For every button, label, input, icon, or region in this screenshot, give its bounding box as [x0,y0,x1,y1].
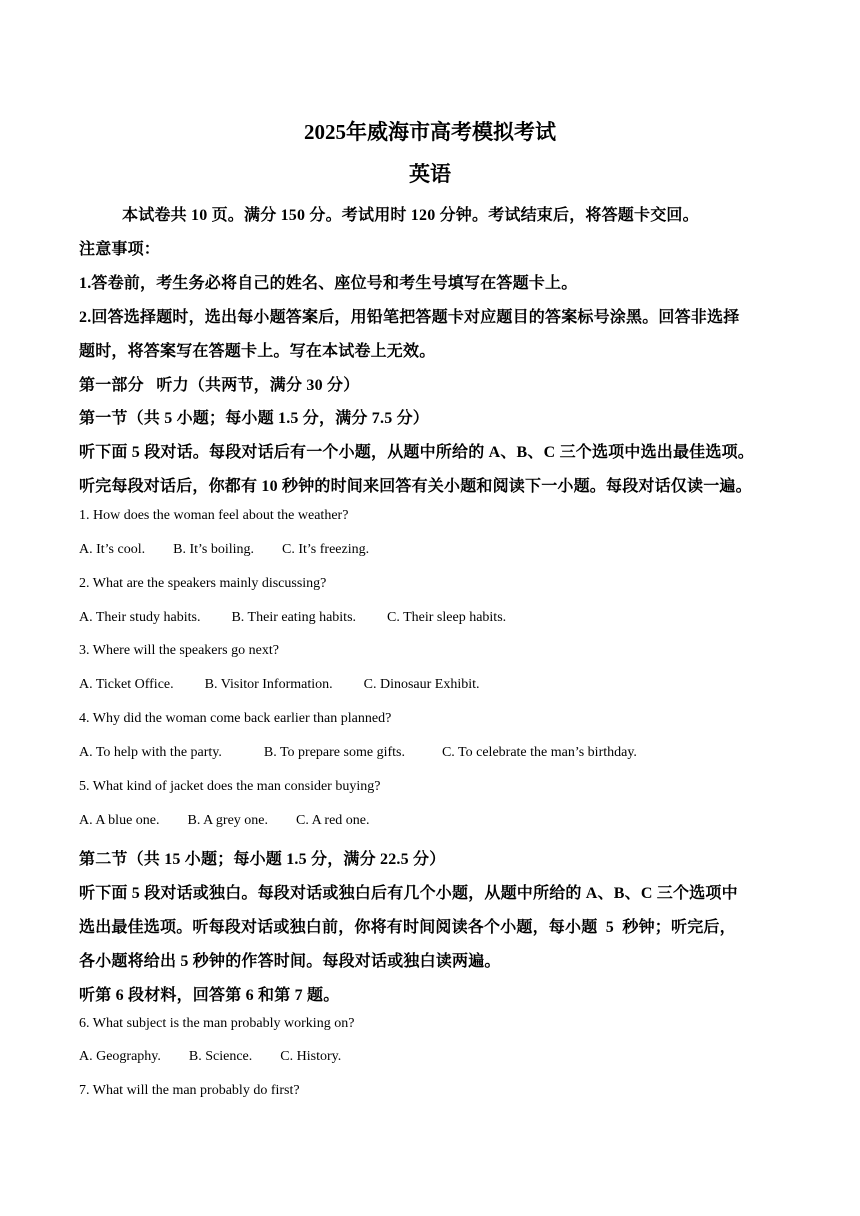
option-b: B. Visitor Information. [204,677,333,692]
option-a: A. Their study habits. [79,610,201,625]
option-b: B. Their eating habits. [231,610,357,625]
option-b: B. Science. [188,1049,253,1064]
question-7: 7. What will the man probably do first? [79,1083,300,1098]
part1-heading: 第一部分 听力（共两节，满分 30 分） [79,377,360,394]
question-2: 2. What are the speakers mainly discussing? [79,576,327,591]
notes-item-1: 1.答卷前，考生务必将自己的姓名、座位号和考生号填写在答题卡上。 [79,275,578,292]
question-2-options [79,610,534,626]
question-5-options [79,813,398,829]
option-a: A. A blue one. [79,813,160,828]
question-4-options [79,745,665,761]
question-6: 6. What subject is the man probably working on? [79,1016,355,1031]
question-5: 5. What kind of jacket does the man consider buying? [79,779,381,794]
option-b: B. It’s boiling. [173,542,255,557]
question-6-options [79,1049,369,1065]
option-c: C. Dinosaur Exhibit. [363,677,480,692]
notes-item-2-line-2: 题时，将答案写在答题卡上。写在本试卷上无效。 [79,343,436,360]
question-3: 3. Where will the speakers go next? [79,643,279,658]
subject-title: 英语 [409,162,451,186]
section1-instruction-line-1: 听下面 5 段对话。每段对话后有一个小题，从题中所给的 A、B、C 三个选项中选出最佳选项。 [79,444,754,461]
option-b: B. To prepare some gifts. [263,745,405,760]
option-b: B. A grey one. [187,813,268,828]
intro-text: 本试卷共 10 页。满分 150 分。考试用时 120 分钟。考试结束后，将答题卡交回。 [122,207,699,224]
option-a: A. It’s cool. [79,542,146,557]
option-c: C. History. [280,1049,342,1064]
option-c: C. It’s freezing. [282,542,370,557]
option-c: C. A red one. [296,813,370,828]
section1-heading: 第一节（共 5 小题；每小题 1.5 分，满分 7.5 分） [79,410,430,427]
question-4: 4. Why did the woman come back earlier than planned? [79,711,392,726]
option-c: C. To celebrate the man’s birthday. [441,745,637,760]
section2-instruction-line-3: 各小题将给出 5 秒钟的作答时间。每段对话或独白读两遍。 [79,953,501,970]
material-6-heading: 听第 6 段材料，回答第 6 和第 7 题。 [79,987,340,1004]
option-a: A. To help with the party. [79,745,222,760]
option-a: A. Ticket Office. [79,677,174,692]
notes-heading: 注意事项： [79,241,161,258]
question-1-options [79,542,397,558]
page-title: 2025年威海市高考模拟考试 [304,120,556,144]
option-a: A. Geography. [79,1049,161,1064]
option-c: C. Their sleep habits. [387,610,507,625]
question-3-options [79,677,508,693]
notes-item-2-line-1: 2.回答选择题时，选出每小题答案后，用铅笔把答题卡对应题目的答案标号涂黑。回答非选择 [79,309,740,326]
section2-heading: 第二节（共 15 小题；每小题 1.5 分，满分 22.5 分） [79,851,446,868]
question-1: 1. How does the woman feel about the weather? [79,508,349,523]
section1-instruction-line-2: 听完每段对话后，你都有 10 秒钟的时间来回答有关小题和阅读下一小题。每段对话仅读一遍。 [79,478,752,495]
section2-instruction-line-1: 听下面 5 段对话或独白。每段对话或独白后有几个小题，从题中所给的 A、B、C 三个选项中 [79,885,738,902]
section2-instruction-line-2: 选出最佳选项。听每段对话或独白前，你将有时间阅读各个小题，每小题 5 秒钟；听完后， [79,919,736,936]
